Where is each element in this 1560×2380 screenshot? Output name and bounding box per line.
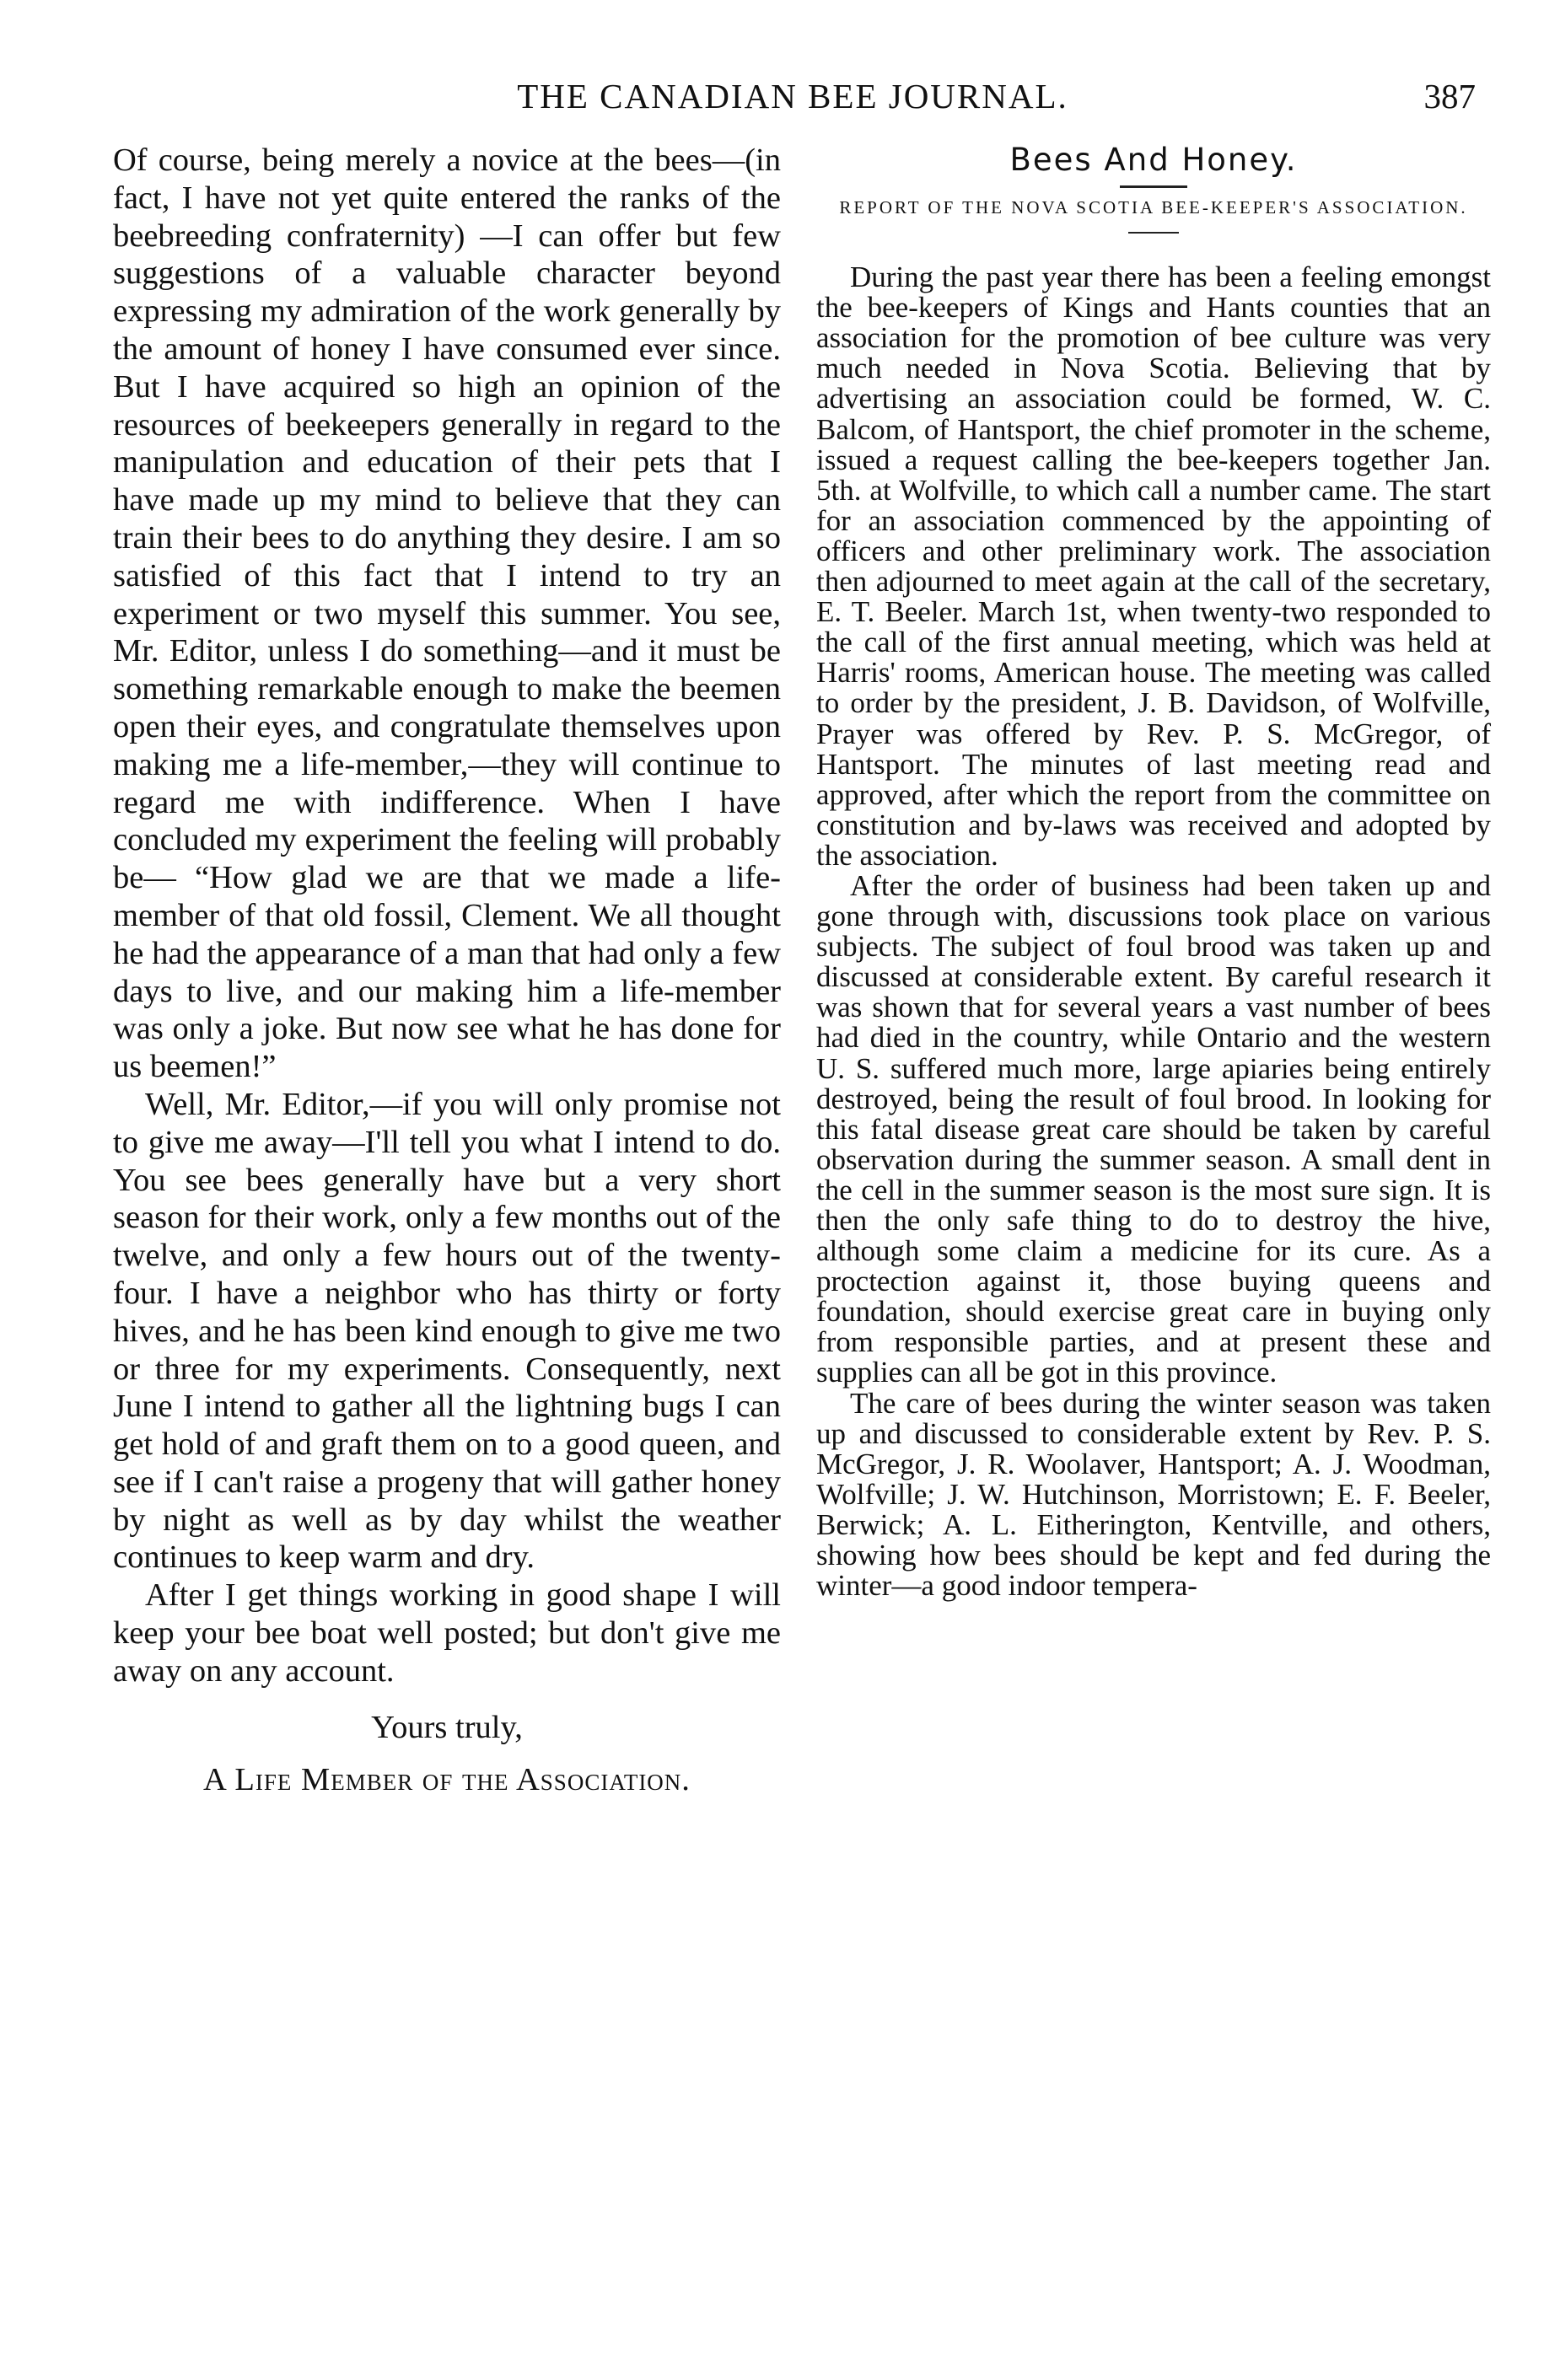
right-paragraph-1: During the past year there has been a feeling emongst the bee-keepers of Kings and Hants counties that an association for the promotion of bee culture was very much needed in Nova Scotia. Believing that by advertising an association could be formed, W. C. Balcom, of Hantsport, the chief promoter in the scheme, issued a request calling the bee-keepers together Jan. 5th. at Wolfville, to which call a number came. The start for an association commenced by the appointing of officers and other preliminary work. The association then adjourned to meet again at the call of the secretary, E. T. Beeler. March 1st, when twenty-two responded to the call of the first annual meeting, which was held at Harris' rooms, American house. The meeting was called to order by the president, J. B. Davidson, of Wolfville, Prayer was offered by Rev. P. S. McGregor, of Hantsport. The minutes of last meeting read and approved, after which the report from the committee on constitution and by-laws was received and adopted by the association. — [816, 261, 1491, 872]
page-number: 387 — [1423, 77, 1476, 116]
page-header — [118, 69, 1493, 137]
running-title: THE CANADIAN BEE JOURNAL. — [517, 77, 1068, 116]
right-paragraph-3: The care of bees during the winter season was taken up and discussed to considerable extent by Rev. P. S. McGregor, J. R. Woolaver, Hantsport; A. J. Woodman, Wolfville; J. W. Hutchinson, Morristown; E. F. Beeler, Berwick; A. L. Eitherington, Kentville, and others, showing how bees should be kept and fed during the winter—a good indoor tempera- — [816, 1386, 1491, 1603]
left-column — [113, 142, 781, 1799]
section-title: Bees And Honey. — [1009, 142, 1298, 178]
right-column — [816, 142, 1491, 1603]
title-rule — [1120, 185, 1187, 188]
report-rule — [1128, 232, 1179, 234]
report-title: REPORT OF THE NOVA SCOTIA BEE-KEEPER'S ASSOCIATION. — [839, 197, 1468, 218]
signature-closing: Yours truly, — [371, 1709, 523, 1745]
left-paragraph-1: Of course, being merely a novice at the bees—(in fact, I have not yet quite entered the ranks of the beebreeding confraternity) —I can offer but few suggestions of a valuable character beyond expressing my admiration of the work generally by the amount of honey I have consumed ever since. But I have acquired so high an opinion of the resources of beekeepers generally in regard to the manipulation and education of their pets that I have made up my mind to believe that they can train their bees to do anything they desire. I am so satisfied of this fact that I intend to try an experiment or two myself this summer. You see, Mr. Editor, unless I do something—and it must be something remarkable enough to make the beemen open their eyes, and congratulate themselves upon making me a life-member,—they will continue to regard me with indifference. When I have concluded my experiment the feeling will probably be— “How glad we are that we made a life-member of that old fossil, Clement. We all thought he had the appearance of a man that had only a few days to live, and our making him a life-member was only a joke. But now see what he has done for us beemen!” — [113, 142, 781, 1085]
signature-name: A Life Member of the Association. — [203, 1762, 691, 1798]
right-paragraph-2: After the order of business had been taken up and gone through with, discussions took place on various subjects. The subject of foul brood was taken up and discussed at considerable extent. By careful research it was shown that for several years a vast number of bees had died in the country, while Ontario and the western U. S. suffered much more, large apiaries being entirely destroyed, being the result of foul brood. In looking for this fatal disease great care should be taken by careful observation during the summer season. A small dent in the cell in the summer season is the most sure sign. It is then the only safe thing to do to destroy the hive, although some claim a medicine for its cure. As a proctection against it, those buying queens and foundation, should exercise great care in buying only from responsible parties, and at present these and supplies can all be got in this province. — [816, 868, 1491, 1389]
left-paragraph-3: After I get things working in good shape I will keep your bee boat well posted; but don't give me away on any account. — [113, 1577, 781, 1689]
left-paragraph-2: Well, Mr. Editor,—if you will only promise not to give me away—I'll tell you what I intend to do. You see bees generally have but a very short season for their work, only a few months out of the twelve, and only a few hours out of the twenty-four. I have a neighbor who has thirty or forty hives, and he has been kind enough to give me two or three for my experiments. Consequently, next June I intend to gather all the lightning bugs I can get hold of and graft them on to a good queen, and see if I can't raise a progeny that will gather honey by night as well as by day whilst the weather continues to keep warm and dry. — [113, 1086, 781, 1576]
